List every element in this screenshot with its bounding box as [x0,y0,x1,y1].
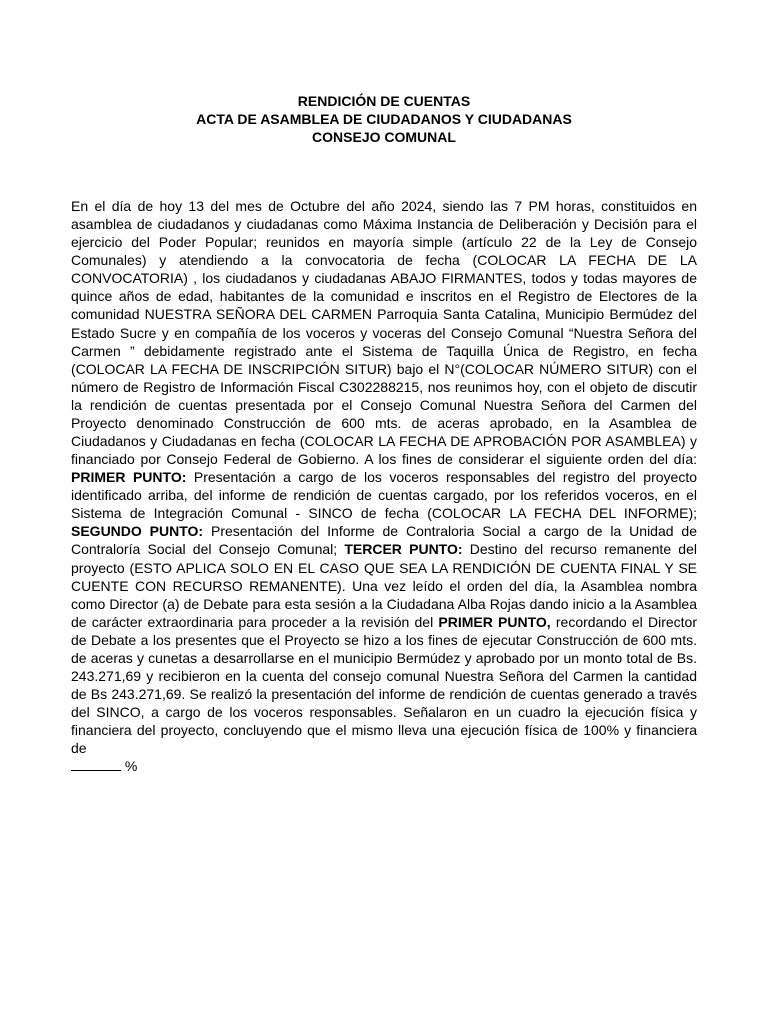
body-text-part-6: % [121,758,138,775]
body-text-part-4: Destino del recurso remanente del proyecto (ESTO APLICA SOLO EN EL CASO QUE SEA LA RENDICIÓN DE CUENTA FINAL Y SE CUENTE CON RECURSO REMANENTE). Una vez leído el orden del día, la Asamblea nombra como Director (a) de Debate para esta sesión a la Ciudadana Alba Rojas dando inicio a la Asamblea de carácter extraordinaria para proceder a la revisión del [71,541,697,630]
title-line-3: CONSEJO COMUNAL [312,129,456,145]
primer-punto-label: PRIMER PUNTO: [71,469,187,486]
title-line-2: ACTA DE ASAMBLEA DE CIUDADANOS Y CIUDADANAS [196,111,572,127]
title-line-1: RENDICIÓN DE CUENTAS [297,93,471,109]
body-text-part-3: Presentación del Informe de Contraloria Social a cargo de la Unidad de Contraloría Social del Consejo Comunal; [71,523,697,558]
body-text-part-5: recordando el Director de Debate a los presentes que el Proyecto se hizo a los fines de ejecutar Construcción de 600 mts. de aceras y cunetas a desarrollarse en el municipio Bermúdez y aprobado por un monto total de Bs. 243.271,69 y recibieron en la cuenta del consejo comunal Nuestra Señora del Carmen la cantidad de Bs 243.271,69. Se realizó la presentación del informe de rendición de cuentas generado a través del SINCO, a cargo de los voceros responsables. Señalaron en un cuadro la ejecución física y financiera del proyecto, concluyendo que el mismo lleva una ejecución física de 100% y financiera de [71,613,697,757]
body-paragraph [71,197,697,776]
body-text-part-2: Presentación a cargo de los voceros responsables del registro del proyecto identificado arriba, del informe de rendición de cuentas cargado, por los referidos voceros, en el Sistema de Integración Comunal - SINCO de fecha (COLOCAR LA FECHA DEL INFORME); [71,469,697,522]
tercer-punto-label: TERCER PUNTO: [344,541,463,558]
document-title [0,92,768,146]
primer-punto-label-2: PRIMER PUNTO, [438,613,551,630]
segundo-punto-label: SEGUNDO PUNTO: [71,523,204,540]
body-text-part-1: En el día de hoy 13 del mes de Octubre del año 2024, siendo las 7 PM horas, constituidos en asamblea de ciudadanos y ciudadanas como Máxima Instancia de Deliberación y Decisión para el ejercicio del Poder Popular; reunidos en mayoría simple (artículo 22 de la Ley de Consejo Comunales) y atendiendo a la convocatoria de fecha (COLOCAR LA FECHA DE LA CONVOCATORIA) , los ciudadanos y ciudadanas ABAJO FIRMANTES, todos y todas mayores de quince años de edad, habitantes de la comunidad e inscritos en el Registro de Electores de la comunidad NUESTRA SEÑORA DEL CARMEN Parroquia Santa Catalina, Municipio Bermúdez del Estado Sucre y en compañía de los voceros y voceras del Consejo Comunal “Nuestra Señora del Carmen ” debidamente registrado ante el Sistema de Taquilla Única de Registro, en fecha (COLOCAR LA FECHA DE INSCRIPCIÓN SITUR) bajo el N°(COLOCAR NÚMERO SITUR) con el número de Registro de Información Fiscal C302288215, nos reunimos hoy, con el objeto de discutir la rendición de cuentas presentada por el Consejo Comunal Nuestra Señora del Carmen del Proyecto denominado Construcción de 600 mts. de aceras aprobado, en la Asamblea de Ciudadanos y Ciudadanas en fecha (COLOCAR LA FECHA DE APROBACIÓN POR ASAMBLEA) y financiado por Consejo Federal de Gobierno. A los fines de considerar el siguiente orden del día: [71,198,697,468]
fill-in-blank [71,758,121,771]
